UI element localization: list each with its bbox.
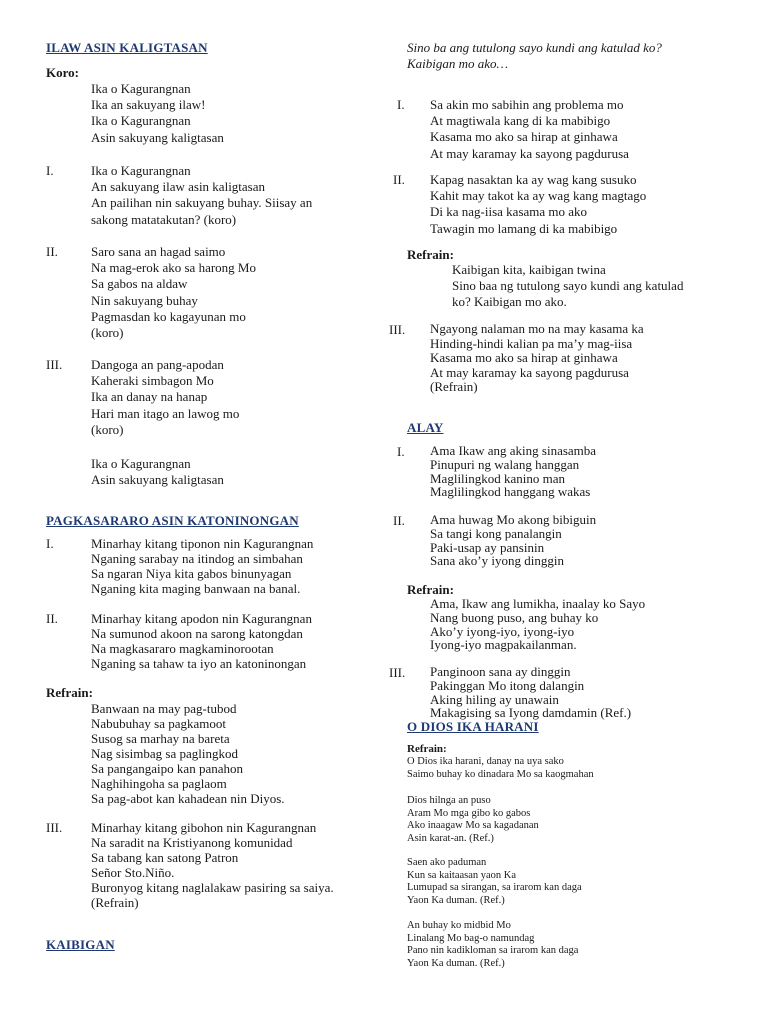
lyric-line: Banwaan na may pag-tubod xyxy=(91,701,237,716)
lyric-line: Kapag nasaktan ka ay wag kang susuko xyxy=(430,172,637,187)
kaibigan-verse-2 xyxy=(430,172,646,237)
verse-number: II. xyxy=(393,172,405,187)
lyric-line: Nabubuhay sa pagkamoot xyxy=(91,716,227,731)
verse-number: III. xyxy=(46,357,63,372)
lyric-line: Nganing sarabay na itindog an simbahan xyxy=(91,551,303,566)
lyric-line: Maglilingkod kanino man xyxy=(430,470,566,486)
alay-verse-3 xyxy=(430,665,631,720)
lyric-line: Sino ba ang tutulong sayo kundi ang katulad ko? xyxy=(407,40,662,55)
lyric-line: Na magkasararo magkaminorootan xyxy=(91,641,274,656)
pagkasararo-refrain xyxy=(91,701,285,806)
lyric-line: (koro) xyxy=(91,421,124,437)
lyric-line: Aram Mo mga gibo ko gabos xyxy=(407,807,531,819)
lyric-line: Sino baa ng tutulong sayo kundi ang katulad xyxy=(452,278,684,294)
verse-number: I. xyxy=(46,536,54,551)
lyric-line: Ngayong nalaman mo na may kasama ka xyxy=(430,321,644,336)
ilaw-verse-1 xyxy=(91,163,312,228)
pagkasararo-verse-3 xyxy=(91,820,334,910)
lyric-line: Nganing sa tahaw ta iyo an katoninongan xyxy=(91,656,307,671)
lyric-line: Sa akin mo sabihin ang problema mo xyxy=(430,97,624,112)
lyric-line: sakong matatakutan? (koro) xyxy=(91,211,237,227)
lyric-line: Asin sakuyang kaligtasan xyxy=(91,129,224,145)
lyric-line: Nang buong puso, ang buhay ko xyxy=(430,609,599,625)
lyric-line: Lumupad sa sirangan, sa irarom kan daga xyxy=(407,882,582,894)
lyric-line: Pakinggan Mo itong dalangin xyxy=(430,677,585,693)
pagkasararo-verse-1 xyxy=(91,536,313,596)
lyric-line: (Refrain) xyxy=(91,895,139,910)
verse-number: I. xyxy=(397,97,405,112)
lyric-line: Pinupuri ng walang hanggan xyxy=(430,456,580,472)
verse-number: II. xyxy=(393,513,405,528)
lyric-line: Sa tabang kan satong Patron xyxy=(91,850,239,865)
lyric-line: Dios hilnga an puso xyxy=(407,795,491,806)
ilaw-koro xyxy=(91,81,224,146)
lyric-line: Kaibigan kita, kaibigan twina xyxy=(452,262,606,277)
lyric-line: Kasama mo ako sa hirap at ginhawa xyxy=(430,350,618,366)
kaibigan-title: KAIBIGAN xyxy=(46,937,115,952)
lyric-line: O Dios ika harani, danay na uya sako xyxy=(407,756,564,767)
alay-verse-2 xyxy=(430,513,596,568)
lyric-line: Sa ngaran Niya kita gabos binunyagan xyxy=(91,566,292,581)
lyric-line: Kaibigan mo ako… xyxy=(407,56,509,72)
lyric-line: Iyong-iyo magpakailanman. xyxy=(430,637,577,653)
kaibigan-refrain-label: Refrain: xyxy=(407,247,454,262)
verse-number: I. xyxy=(397,444,405,459)
lyric-line: Saro sana an hagad saimo xyxy=(91,244,226,259)
lyric-line: Ama Ikaw ang aking sinasamba xyxy=(430,443,597,458)
lyric-line: Ika o Kagurangnan xyxy=(91,113,191,129)
lyric-line: Makagising sa Iyong damdamin (Ref.) xyxy=(430,705,632,721)
lyric-line: Naghihingoha sa paglaom xyxy=(91,776,227,791)
lyric-line: Ama huwag Mo akong bibiguin xyxy=(430,512,597,527)
lyric-line: Na sumunod akoon na sarong katongdan xyxy=(91,626,303,641)
odios-stanza-2 xyxy=(407,857,582,907)
lyric-line: Na saradit na Kristiyanong komunidad xyxy=(91,835,293,850)
odios-refrain-label: Refrain: xyxy=(407,743,447,755)
lyric-line: Minarhay kitang apodon nin Kagurangnan xyxy=(91,611,312,626)
lyric-line: Di ka nag-iisa kasama mo ako xyxy=(430,204,588,220)
lyric-line: Ika o Kagurangnan xyxy=(91,456,191,471)
kaibigan-intro xyxy=(407,40,662,72)
lyric-line: (koro) xyxy=(91,325,124,341)
odios-refrain xyxy=(407,756,594,781)
alay-verse-1 xyxy=(430,444,596,499)
lyric-line: Yaon Ka duman. (Ref.) xyxy=(407,894,505,906)
lyric-line: (Refrain) xyxy=(430,379,478,395)
lyric-line: Paki-usap ay pansinin xyxy=(430,539,545,555)
lyric-line: Saimo buhay ko dinadara Mo sa kaogmahan xyxy=(407,768,594,780)
lyric-line: Pagmasdan ko kagayunan mo xyxy=(91,308,246,324)
lyric-line: Buronyog kitang naglalakaw pasiring sa saiya. xyxy=(91,880,334,895)
lyric-line: Pano nin kadikloman sa irarom kan daga xyxy=(407,945,579,957)
lyric-line: ko? Kaibigan mo ako. xyxy=(452,294,567,310)
lyric-line: An pailihan nin sakuyang buhay. Siisay an xyxy=(91,195,313,211)
odios-title: O DIOS IKA HARANI xyxy=(407,719,539,734)
lyric-line: Linalang Mo bag-o namundag xyxy=(407,932,535,944)
lyric-line: Susog sa marhay na bareta xyxy=(91,731,230,746)
lyric-line: Ika an sakuyang ilaw! xyxy=(91,97,206,113)
lyric-line: At may karamay ka sayong pagdurusa xyxy=(430,364,629,380)
verse-number: III. xyxy=(46,820,63,835)
lyric-line: Ama, Ikaw ang lumikha, inaalay ko Sayo xyxy=(430,596,646,611)
lyric-line: Kahit may takot ka ay wag kang magtago xyxy=(430,188,647,204)
lyric-line: Dangoga an pang-apodan xyxy=(91,357,224,372)
lyric-line: Ako inaagaw Mo sa kagadanan xyxy=(407,820,539,832)
lyric-line: Saen ako paduman xyxy=(407,857,487,868)
odios-stanza-3 xyxy=(407,920,578,970)
lyric-line: Minarhay kitang tiponon nin Kagurangnan xyxy=(91,536,314,551)
lyric-line: Kun sa kaitaasan yaon Ka xyxy=(407,869,517,881)
alay-refrain-label: Refrain: xyxy=(407,582,454,597)
lyric-line: At may karamay ka sayong pagdurusa xyxy=(430,145,629,161)
pagkasararo-refrain-label: Refrain: xyxy=(46,685,93,700)
lyric-line: Sa tangi kong panalangin xyxy=(430,525,562,541)
pagkasararo-verse-2 xyxy=(91,611,312,671)
ilaw-verse-3 xyxy=(91,357,239,438)
lyric-line: Tawagin mo lamang di ka mabibigo xyxy=(430,220,618,236)
kaibigan-refrain xyxy=(452,262,683,311)
lyric-line: An buhay ko midbid Mo xyxy=(407,920,511,931)
lyric-line: Yaon Ka duman. (Ref.) xyxy=(407,957,505,969)
lyric-line: Kasama mo ako sa hirap at ginhawa xyxy=(430,129,618,145)
lyric-line: Nin sakuyang buhay xyxy=(91,292,198,308)
ilaw-verse-2 xyxy=(91,244,256,341)
lyric-line: Ika o Kagurangnan xyxy=(91,81,191,96)
lyric-line: Ako’y iyong-iyo, iyong-iyo xyxy=(430,623,575,639)
lyric-line: Na mag-erok ako sa harong Mo xyxy=(91,260,256,276)
lyric-line: Hinding-hindi kalian pa ma’y mag-iisa xyxy=(430,335,633,351)
verse-number: III. xyxy=(389,322,406,337)
lyric-line: Asin karat-an. (Ref.) xyxy=(407,832,494,844)
lyric-line: Sa pangangaipo kan panahon xyxy=(91,761,243,776)
lyric-line: Aking hiling ay unawain xyxy=(430,691,559,707)
alay-title: ALAY xyxy=(407,420,444,435)
lyric-line: Señor Sto.Niño. xyxy=(91,865,175,880)
lyric-line: Asin sakuyang kaligtasan xyxy=(91,472,224,488)
lyric-line: Sana ako’y iyong dinggin xyxy=(430,553,564,569)
lyric-line: Ika o Kagurangnan xyxy=(91,163,191,178)
ilaw-title: ILAW ASIN KALIGTASAN xyxy=(46,40,208,55)
lyric-line: Nganing kita maging banwaan na banal. xyxy=(91,581,301,596)
lyric-line: Panginoon sana ay dinggin xyxy=(430,664,571,679)
kaibigan-verse-1 xyxy=(430,97,629,162)
ilaw-ending xyxy=(91,456,224,488)
lyric-line: Nag sisimbag sa paglingkod xyxy=(91,746,238,761)
odios-stanza-1 xyxy=(407,795,539,845)
lyric-line: Sa pag-abot kan kahadean nin Diyos. xyxy=(91,791,285,806)
verse-number: II. xyxy=(46,611,58,626)
lyric-line: Sa gabos na aldaw xyxy=(91,276,188,292)
lyric-line: At magtiwala kang di ka mabibigo xyxy=(430,113,611,129)
lyric-line: Kaheraki simbagon Mo xyxy=(91,373,214,389)
lyric-line: Ika an danay na hanap xyxy=(91,389,208,405)
alay-refrain xyxy=(430,597,645,652)
lyric-line: Hari man itago an lawog mo xyxy=(91,405,240,421)
kaibigan-verse-3 xyxy=(430,322,644,395)
lyric-line: Maglilingkod hanggang wakas xyxy=(430,484,591,500)
verse-number: I. xyxy=(46,163,54,178)
pagkasararo-title: PAGKASARARO ASIN KATONINONGAN xyxy=(46,513,299,528)
ilaw-koro-label: Koro: xyxy=(46,65,79,80)
lyric-line: Minarhay kitang gibohon nin Kagurangnan xyxy=(91,820,317,835)
lyric-line: An sakuyang ilaw asin kaligtasan xyxy=(91,179,266,195)
verse-number: II. xyxy=(46,244,58,259)
verse-number: III. xyxy=(389,665,406,680)
